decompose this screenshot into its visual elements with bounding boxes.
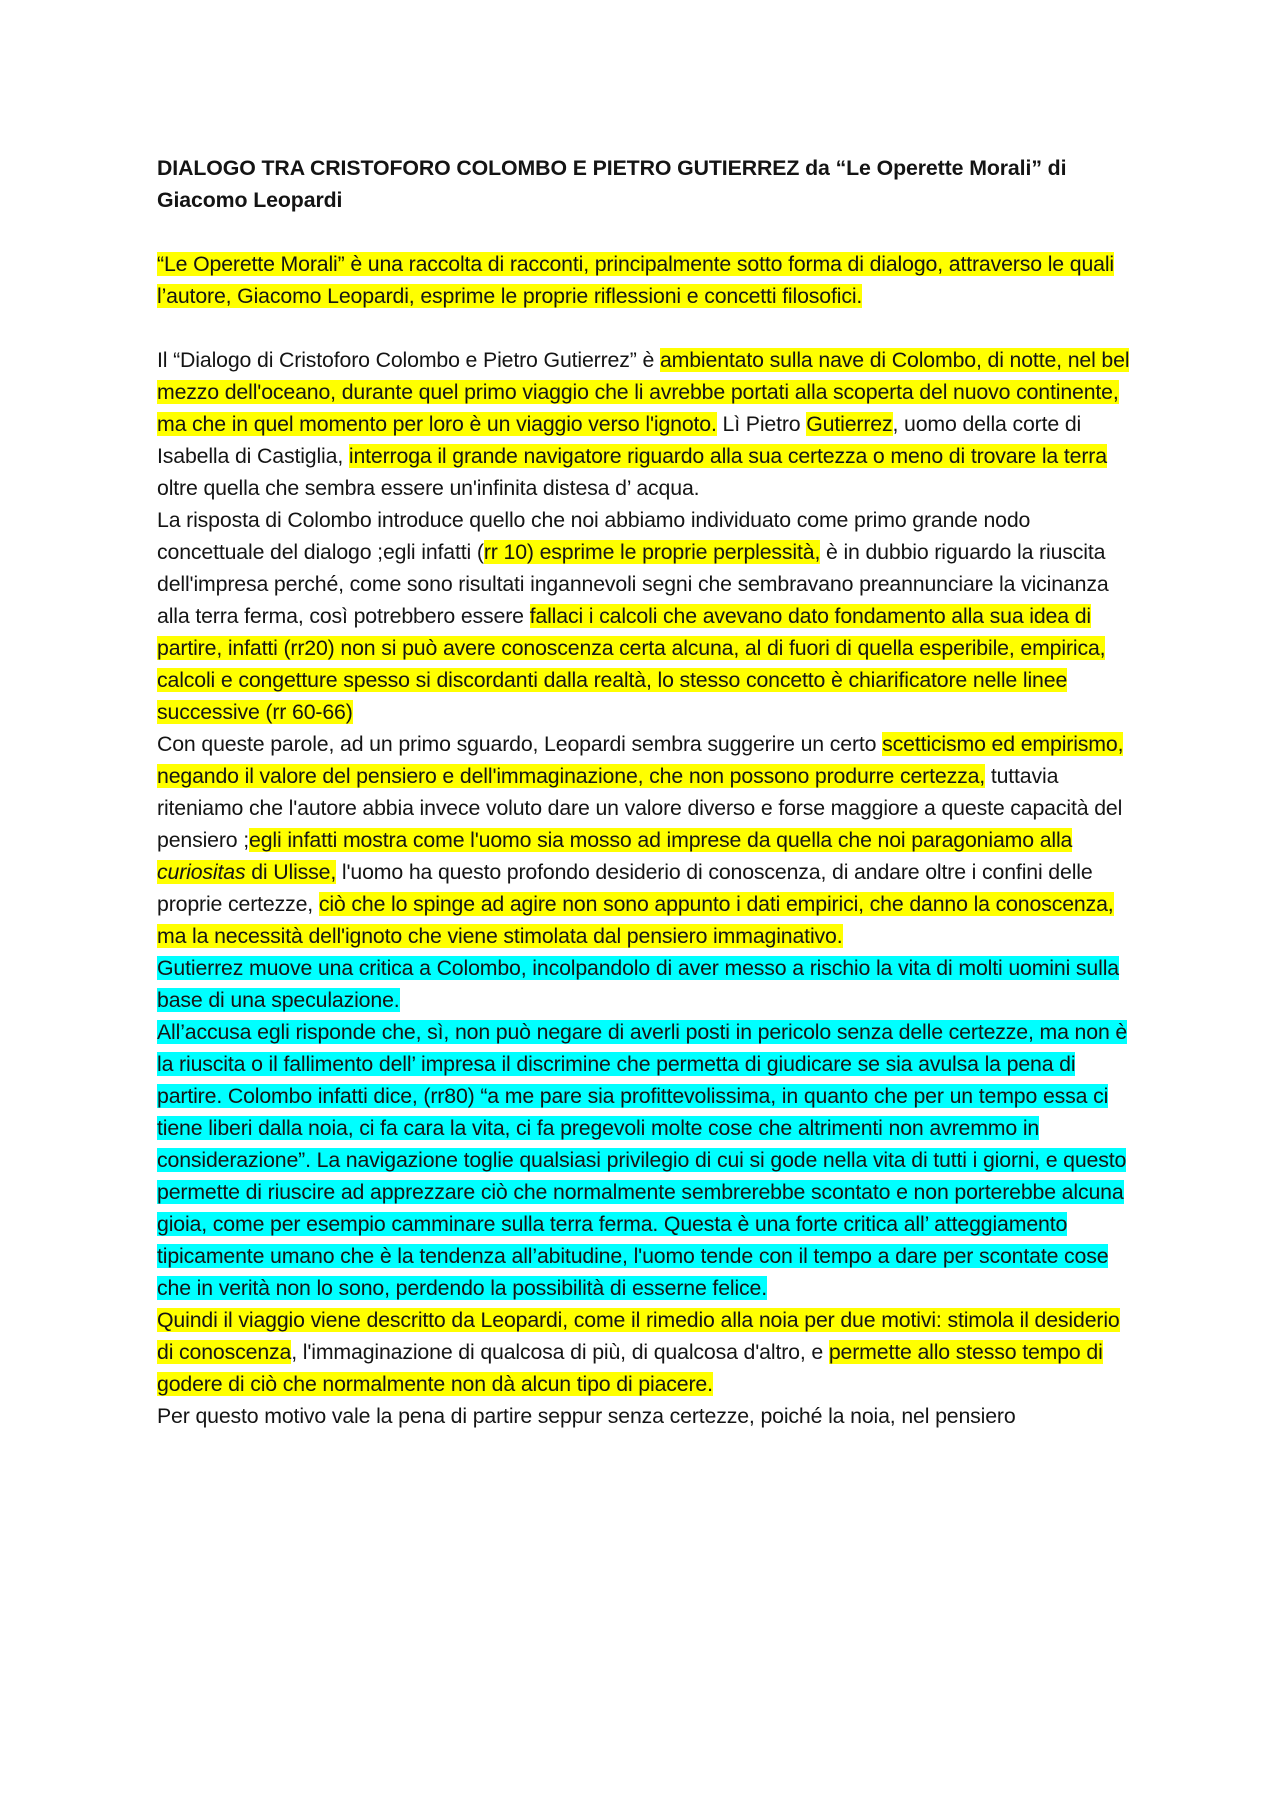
paragraph-intro: [157, 248, 1137, 312]
paragraph-setting: [157, 344, 1137, 504]
highlighted-text: “Le Operette Morali” è una raccolta di racconti, principalmente sotto forma di dialogo, attraverso le quali l’autore, Giacomo Leopardi, esprime le proprie riflessioni e concetti filosofici.: [157, 252, 1114, 308]
paragraph-text: La risposta di Colombo introduce quello che noi abbiamo individuato come primo grande nodo concettuale del dialogo ;egli infatti (: [157, 508, 1031, 564]
title-spacer: [157, 216, 1137, 248]
highlighted-text: fallaci i calcoli che avevano dato fondamento alla sua idea di partire, infatti (rr20) non si può avere conoscenza certa alcuna, al di fuori di quella esperibile, empirica, calcoli e congetture spesso si discordanti dalla realtà, lo stesso concetto è chiarificatore nelle linee successive (rr 60-66): [157, 604, 1106, 724]
highlighted-text: Gutierrez: [806, 412, 893, 436]
highlighted-text: permette allo stesso tempo di godere di ciò che normalmente non dà alcun tipo di piacere.: [157, 1340, 1103, 1396]
document-title: DIALOGO TRA CRISTOFORO COLOMBO E PIETRO GUTIERREZ da “Le Operette Morali” di Giacomo Leopardi: [157, 156, 1067, 212]
paragraph-text: Lì Pietro: [716, 412, 807, 436]
paragraph-text: Con queste parole, ad un primo sguardo, Leopardi sembra suggerire un certo: [157, 732, 883, 756]
paragraph-text: Il “Dialogo di Cristoforo Colombo e Pietro Gutierrez” è: [157, 348, 660, 372]
paragraph-text: è in dubbio riguardo la riuscita dell'impresa perché, come sono risultati ingannevoli segni che sembravano preannunciare la vicinanza alla terra ferma, così potrebbero essere: [157, 540, 1109, 628]
paragraph-travel-remedy: [157, 1304, 1137, 1400]
paragraph-text: oltre quella che sembra essere un'infinita distesa d’ acqua.: [157, 476, 700, 500]
highlighted-text: di Ulisse,: [245, 860, 337, 884]
highlighted-text: Quindi il viaggio viene descritto da Leopardi, come il rimedio alla noia per due motivi: stimola il desiderio di conoscenza: [157, 1308, 1120, 1364]
highlighted-text: Gutierrez muove una critica a Colombo, incolpandolo di aver messo a rischio la vita di molti uomini sulla base di una speculazione.: [157, 956, 1119, 1012]
highlighted-text: rr 10) esprime le proprie perplessità,: [483, 540, 821, 564]
highlighted-text: ambientato sulla nave di Colombo, di notte, nel bel mezzo dell'oceano, durante quel primo viaggio che li avrebbe portati alla scoperta del nuovo continente, ma che in quel momento per loro è un viaggio verso l'ignoto.: [157, 348, 1130, 436]
document-page: [157, 152, 1137, 1432]
paragraph-conclusion: [157, 1400, 1137, 1432]
highlighted-text: All’accusa egli risponde che, sì, non può negare di averli posti in pericolo senza delle certezze, ma non è la riuscita o il fallimento dell’ impresa il discrimine che permetta di giudicare se sia avulsa la pena di partire. Colombo infatti dice, (rr80) “a me pare sia profittevolissima, in quanto che per un tempo essa ci tiene liberi dalla noia, ci fa cara la vita, ci fa pregevoli molte cose che altrimenti non avremmo in considerazione”. La navigazione toglie qualsiasi privilegio di cui si gode nella vita di tutti i giorni, e questo permette di riuscire ad apprezzare ciò che normalmente sembrerebbe scontato e non porterebbe alcuna gioia, come per esempio camminare sulla terra ferma. Questa è una forte critica all’ atteggiamento tipicamente umano che è la tendenza all’abitudine, l'uomo tende con il tempo a dare per scontate cose che in verità non lo sono, perdendo la possibilità di esserne felice.: [157, 1020, 1128, 1300]
paragraph-colombo-response: [157, 504, 1137, 728]
paragraph-text: Per questo motivo vale la pena di partire seppur senza certezze, poiché la noia, nel pensiero: [157, 1404, 1016, 1428]
paragraph-text: , l'immaginazione di qualcosa di più, di qualcosa d'altro, e: [291, 1340, 829, 1364]
highlighted-text: scetticismo ed empirismo, negando il valore del pensiero e dell'immaginazione, che non possono produrre certezza,: [157, 732, 1124, 788]
highlighted-text: ciò che lo spinge ad agire non sono appunto i dati empirici, che danno la conoscenza, ma la necessità dell'ignoto che viene stimolata dal pensiero immaginativo.: [157, 892, 1114, 948]
paragraph-colombo-defense: [157, 1016, 1137, 1304]
highlighted-text: interroga il grande navigatore riguardo alla sua certezza o meno di trovare la terra: [348, 444, 1107, 468]
paragraph-gutierrez-critique: [157, 952, 1137, 1016]
paragraph-scepticism: [157, 728, 1137, 952]
paragraph-text: tuttavia riteniamo che l'autore abbia invece voluto dare un valore diverso e forse maggiore a queste capacità del pensiero ;: [157, 764, 1123, 852]
paragraph-text: l'uomo ha questo profondo desiderio di conoscenza, di andare oltre i confini delle proprie certezze,: [157, 860, 1093, 916]
paragraph-spacer: [157, 312, 1137, 344]
paragraph-text: , uomo della corte di Isabella di Castiglia,: [157, 412, 1082, 468]
highlighted-text: curiositas: [157, 860, 246, 884]
highlighted-text: egli infatti mostra come l'uomo sia mosso ad imprese da quella che noi paragoniamo alla: [249, 828, 1073, 852]
